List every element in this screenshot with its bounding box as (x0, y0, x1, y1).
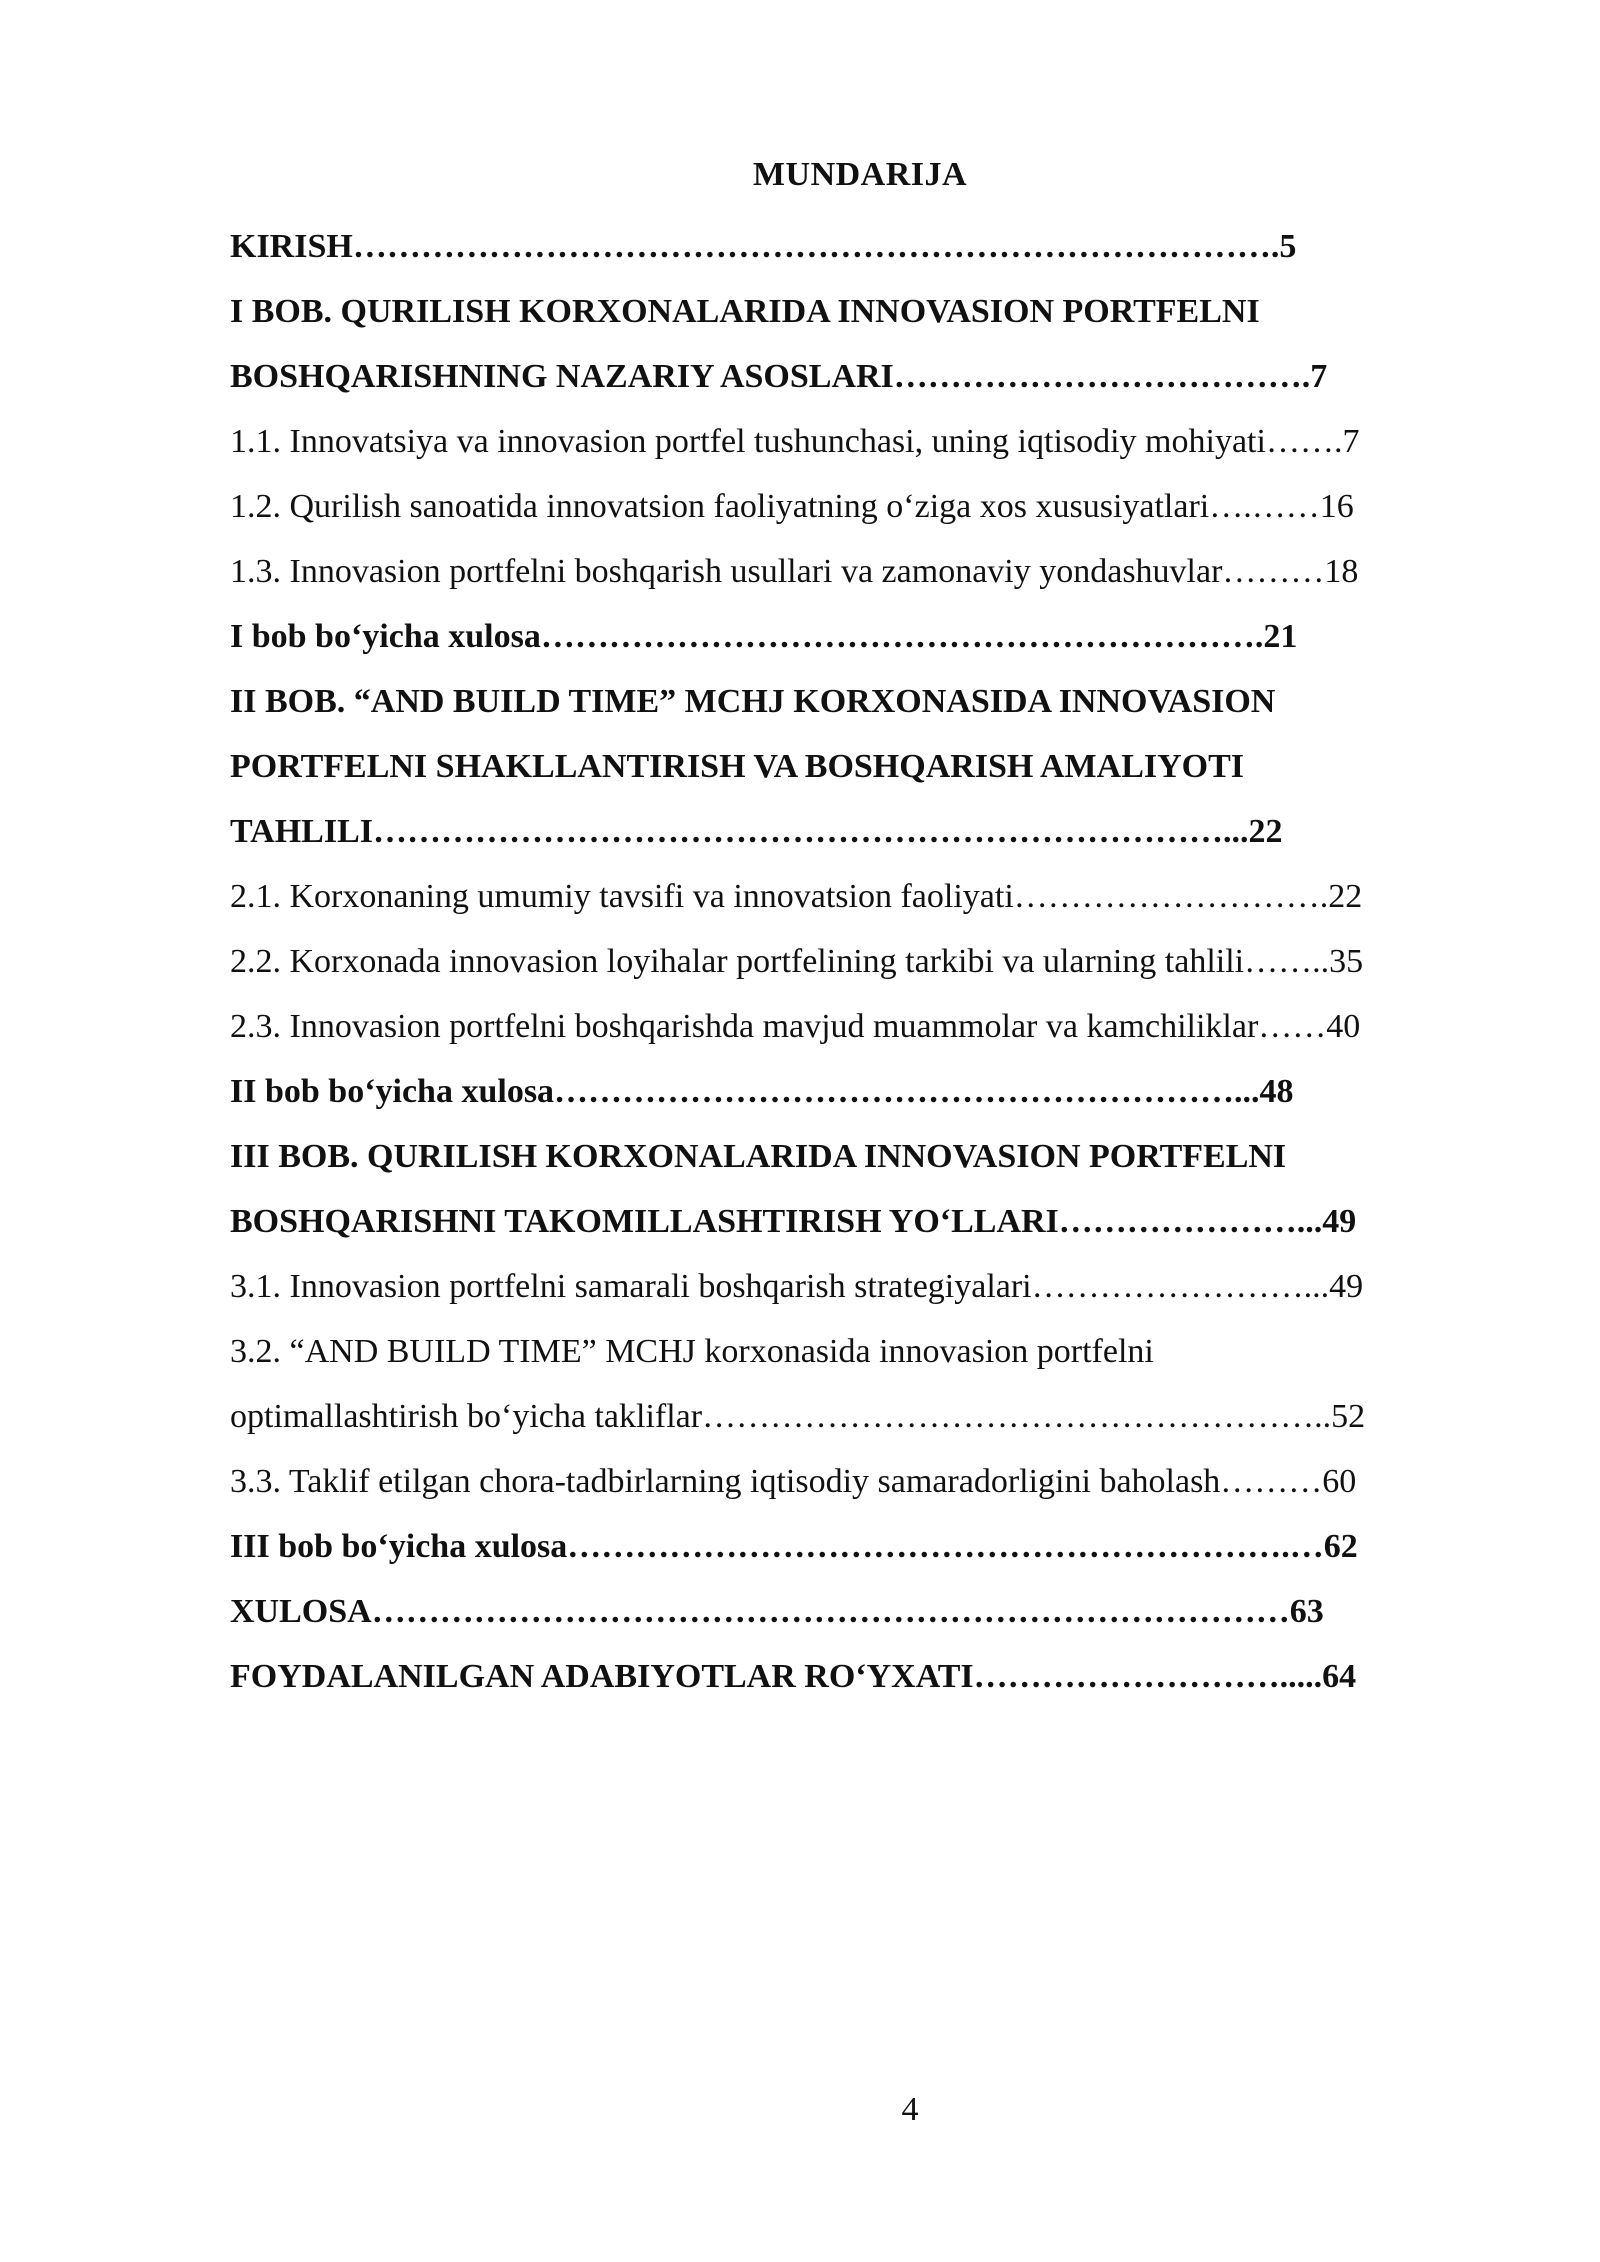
toc-line: 2.3. Innovasion portfelni boshqarishda mavjud muammolar va kamchiliklar……40 (230, 1008, 1361, 1045)
toc-line: 2.1. Korxonaning umumiy tavsifi va innovatsion faoliyati……………………….22 (230, 878, 1363, 915)
toc-line: KIRISH……………………………………………………………………….5 (230, 228, 1297, 265)
toc-line: II BOB. “AND BUILD TIME” MCHJ KORXONASIDA INNOVASION (230, 683, 1276, 720)
toc-line: optimallashtirish boʻyicha takliflar………………………………………………..52 (230, 1398, 1366, 1435)
table-of-contents (230, 214, 1490, 1709)
toc-line: III bob boʻyicha xulosa……………………………………………………….…62 (230, 1528, 1358, 1565)
toc-line: BOSHQARISHNING NAZARIY ASOSLARI……………………………….7 (230, 358, 1328, 395)
toc-line: I bob boʻyicha xulosa……………………………………………………….21 (230, 618, 1298, 655)
toc-line: 1.2. Qurilish sanoatida innovatsion faoliyatning oʻziga xos xususiyatlari….……16 (230, 488, 1354, 525)
toc-line: 2.2. Korxonada innovasion loyihalar portfelining tarkibi va ularning tahlili……..35 (230, 943, 1364, 980)
toc-line: PORTFELNI SHAKLLANTIRISH VA BOSHQARISH AMALIYOTI (230, 748, 1245, 785)
toc-line: TAHLILI…………………………………………………………………...22 (230, 813, 1283, 850)
toc-title: MUNDARIJA (752, 156, 968, 193)
toc-line: 3.2. “AND BUILD TIME” MCHJ korxonasida innovasion portfelni (230, 1333, 1154, 1370)
toc-line: 1.1. Innovatsiya va innovasion portfel tushunchasi, uning iqtisodiy mohiyati…….7 (230, 423, 1360, 460)
page-number: 4 (901, 2091, 919, 2128)
toc-line: FOYDALANILGAN ADABIYOTLAR ROʻYXATI……………………….....64 (230, 1658, 1357, 1695)
toc-line: 3.3. Taklif etilgan chora-tadbirlarning iqtisodiy samaradorligini baholash………60 (230, 1463, 1357, 1500)
toc-line: 3.1. Innovasion portfelni samarali boshqarish strategiyalari……………………...49 (230, 1268, 1364, 1305)
toc-line: 1.3. Innovasion portfelni boshqarish usullari va zamonaviy yondashuvlar………18 (230, 553, 1359, 590)
toc-line: II bob boʻyicha xulosa……………………………………………………...48 (230, 1073, 1294, 1110)
toc-line: XULOSA………………………………………………………………………63 (230, 1593, 1324, 1630)
toc-line: III BOB. QURILISH KORXONALARIDA INNOVASION PORTFELNI (230, 1138, 1287, 1175)
toc-line: BOSHQARISHNI TAKOMILLASHTIRISH YOʻLLARI…………………...49 (230, 1203, 1357, 1240)
toc-line: I BOB. QURILISH KORXONALARIDA INNOVASION PORTFELNI (230, 293, 1260, 330)
